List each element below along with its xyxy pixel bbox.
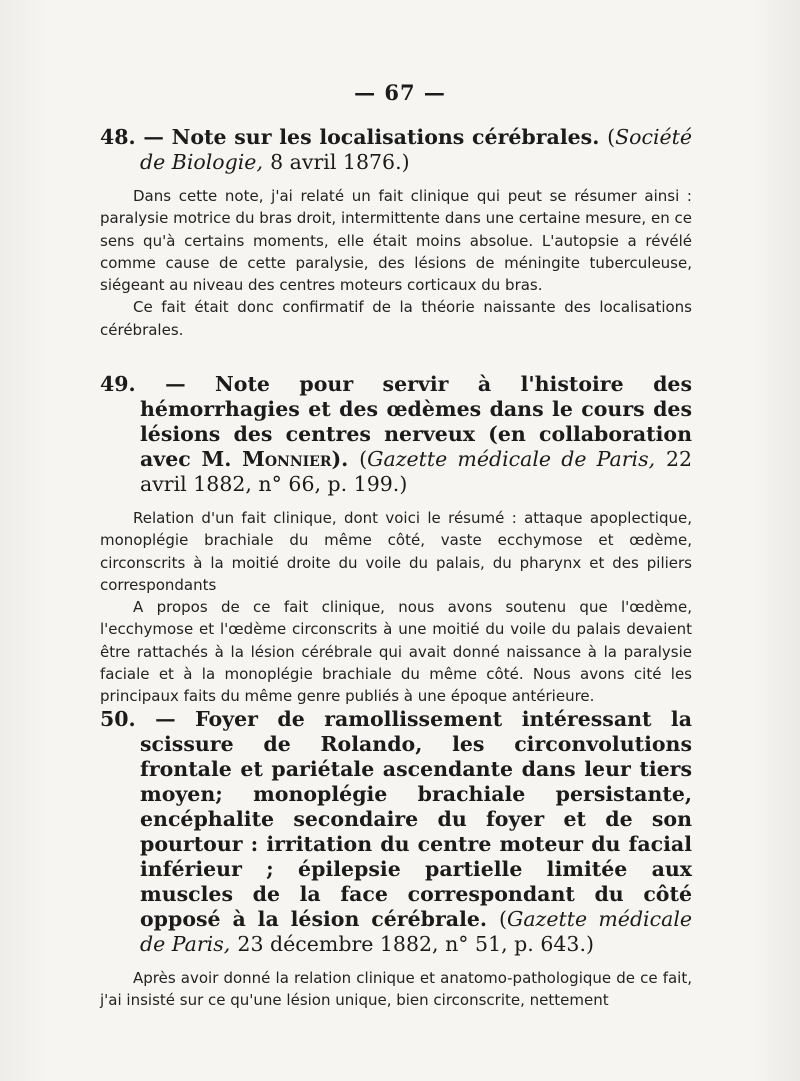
paragraph: A propos de ce fait clinique, nous avons soutenu que l'œdème, l'ecchymose et l'œdème circonscrits à une moitié du voile du palais devaient être rattachés à la lésion cérébrale qui avait donné naissance à la paralysie faciale et à la monoplégie brachiale du même côté. Nous avons cité les principaux faits du même genre publiés à une époque antérieure.	[100, 598, 692, 706]
entry-body	[100, 967, 692, 1012]
entry-48	[100, 125, 692, 341]
entry-number: 49. —	[100, 372, 186, 396]
entry-heading	[100, 125, 692, 175]
paragraph: Ce fait était donc confirmatif de la théorie naissante des localisations cérébrales.	[100, 298, 692, 339]
entry-heading	[100, 372, 692, 497]
entry-49	[100, 372, 692, 708]
paragraph: Relation d'un fait clinique, dont voici le résumé : attaque apoplectique, monoplégie brachiale du même côté, vaste ecchymose et œdème, circonscrits à la moitié droite du voile du palais, du pharynx et des piliers correspondants	[100, 509, 692, 594]
paragraph: Dans cette note, j'ai relaté un fait clinique qui peut se résumer ainsi : paralysie motrice du bras droit, intermittente dans une certaine mesure, en ce sens qu'à certains moments, elle était moins absolue. L'autopsie a révélé comme cause de cette paralysie, des lésions de méningite tuberculeuse, siégeant au niveau des centres moteurs corticaux du bras.	[100, 187, 692, 295]
entry-source-date: 23 décembre 1882, n° 51, p. 643.)	[237, 932, 594, 956]
entry-source-journal: Gazette médicale de Paris,	[367, 447, 656, 471]
entry-title: Foyer de ramollissement intéressant la scissure de Rolando, les circonvolutions frontale et pariétale ascendante dans leur tiers moyen; monoplégie brachiale persistante, encéphalite secondaire du foyer et de son pourtour : irritation du centre moteur du facial inférieur ; épilepsie partielle limitée aux muscles de la face correspondant du côté opposé à la lésion cérébrale.	[140, 707, 693, 931]
entry-body	[100, 185, 692, 341]
entry-collaborator: Monnier	[242, 447, 332, 471]
entry-title: Note pour servir à l'histoire des hémorrhagies et des œdèmes dans le cours des lésions des centres nerveux (en collaboration avec M.	[140, 372, 692, 471]
entry-source-journal: Gazette médicale de Paris,	[140, 907, 693, 956]
entry-number: 48. —	[100, 125, 164, 149]
entry-body	[100, 507, 692, 708]
entry-collab-close: ).	[331, 447, 349, 471]
entry-source-open: (	[498, 907, 507, 931]
entry-source-open: (	[359, 447, 368, 471]
entry-source-open: (	[607, 125, 616, 149]
entry-title: Note sur les localisations cérébrales.	[171, 125, 600, 149]
entry-heading	[100, 707, 692, 957]
entry-source-date: 22 avril 1882, n° 66, p. 199.)	[140, 447, 693, 496]
entry-number: 50. —	[100, 707, 176, 731]
entry-source-journal: Société de Biologie,	[140, 125, 693, 174]
paragraph: Après avoir donné la relation clinique et anatomo-pathologique de ce fait, j'ai insisté sur ce qu'une lésion unique, bien circonscrite, nettement	[100, 969, 692, 1010]
entry-source-date: 8 avril 1876.)	[270, 150, 410, 174]
entry-50	[100, 707, 692, 1012]
page-number: — 67 —	[354, 80, 446, 105]
